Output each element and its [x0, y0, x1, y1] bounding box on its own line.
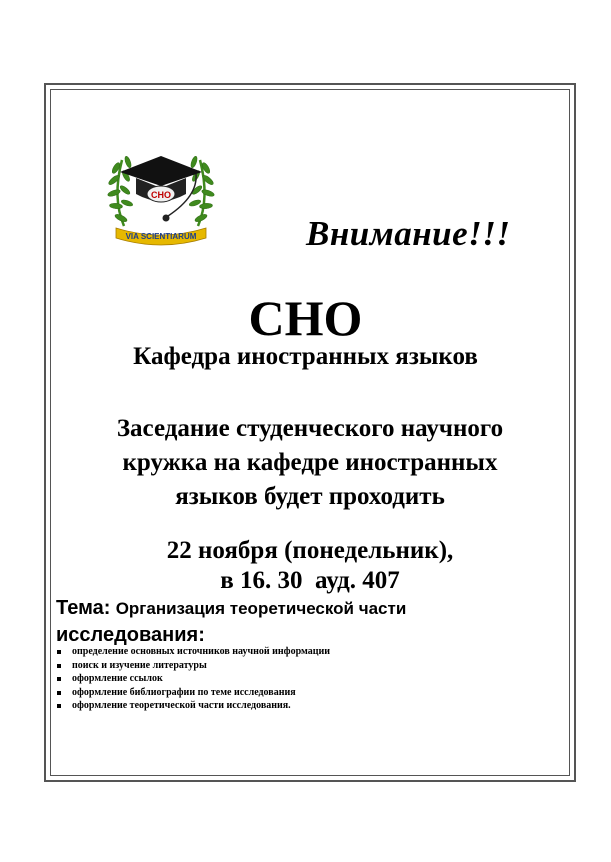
notice-line: Заседание студенческого научного — [116, 415, 504, 442]
organization-title: СНО — [248, 290, 363, 346]
sno-logo — [106, 138, 216, 248]
topic-label: Тема: — [56, 597, 111, 619]
time-room-line: в 16. 30 ауд. 407 — [220, 567, 400, 594]
meeting-notice — [60, 412, 560, 514]
topic-text: Организация теоретической части — [115, 599, 407, 618]
date-line: 22 ноября (понедельник), — [166, 537, 454, 564]
meeting-datetime — [60, 536, 560, 596]
topic-section — [56, 595, 536, 649]
list-item: оформление библиографии по теме исследования — [56, 686, 330, 700]
logo-motto: VIA SCIENTIARUM — [125, 232, 197, 241]
list-item: определение основных источников научной информации — [56, 645, 330, 659]
list-item: оформление теоретической части исследования. — [56, 699, 330, 713]
notice-line: кружка на кафедре иностранных — [122, 449, 498, 476]
topic-items-list — [56, 645, 330, 713]
department-subtitle: Кафедра иностранных языков — [133, 343, 478, 370]
logo-abbr: СНО — [151, 190, 171, 200]
list-item: оформление ссылок — [56, 672, 330, 686]
topic-text-continued: исследования: — [56, 624, 205, 646]
attention-heading: Внимание!!! — [306, 214, 511, 253]
list-item: поиск и изучение литературы — [56, 659, 330, 673]
logo-emblem-icon — [106, 138, 216, 248]
notice-line: языков будет проходить — [175, 483, 445, 510]
